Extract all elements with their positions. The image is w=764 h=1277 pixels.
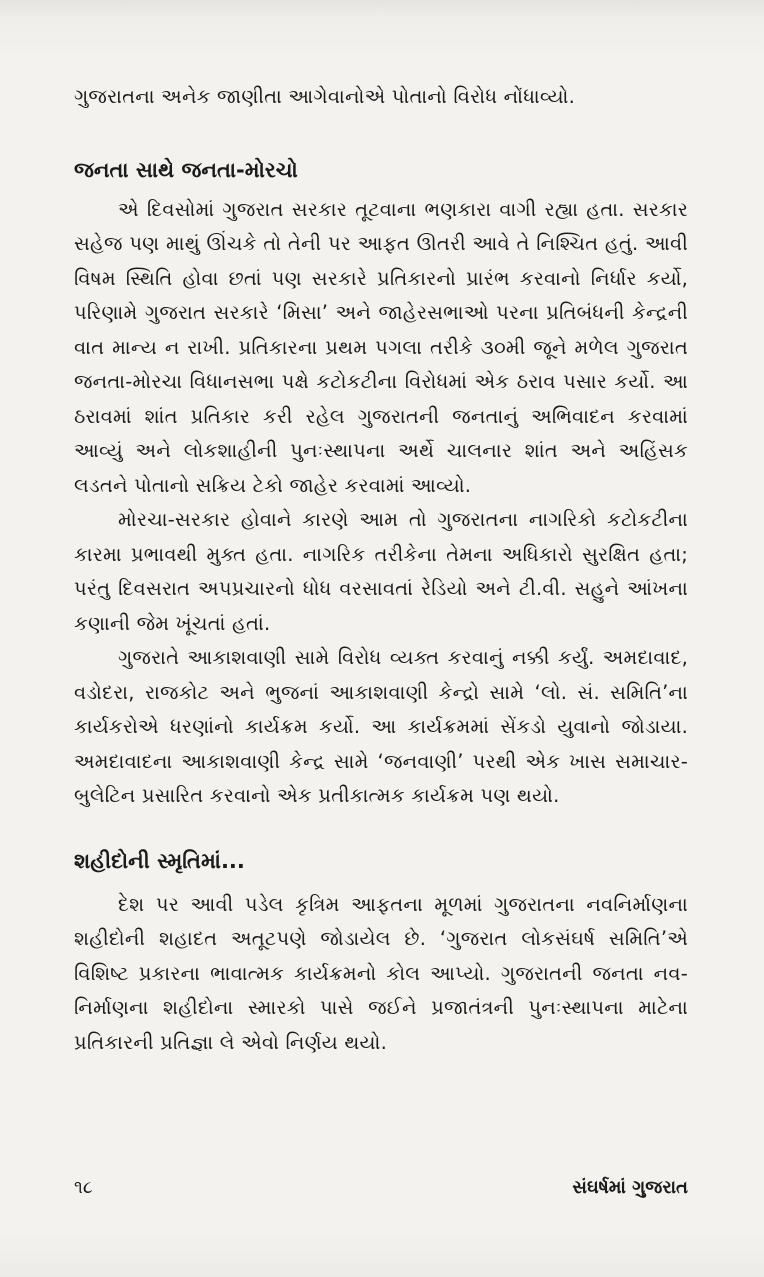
paragraph: એ દિવસોમાં ગુજરાત સરકાર તૂટવાના ભણકારા વાગી રહ્યા હતા. સરકાર સહેજ પણ માથું ઊંચકે તો તેની પર આફત ઊતરી આવે તે નિશ્ચિત હતું. આવી વિષમ સ્થિતિ હોવા છતાં પણ સરકારે પ્રતિકારનો પ્રારંભ કરવાનો નિર્ધાર કર્યો, પરિણામે ગુજરાત સરકારે ‘મિસા’ અને જાહેરસભાઓ પરના પ્રતિબંધની કેન્દ્રની વાત માન્ય ન રાખી. પ્રતિકારના પ્રથમ પગલા તરીકે ૩૦મી જૂને મળેલ ગુજરાત જનતા-મોરચા વિધાનસભા પક્ષે કટોકટીના વિરોધમાં એક ઠરાવ પસાર કર્યો. આ ઠરાવમાં શાંત પ્રતિકાર કરી રહેલ ગુજરાતની જનતાનું અભિવાદન કરવામાં આવ્યું અને લોકશાહીની પુનઃસ્થાપના અર્થે ચાલનાર શાંત અને અહિંસક લડતને પોતાનો સક્રિય ટેકો જાહેર કરવામાં આવ્યો. [74,197,688,497]
section-heading-shahido-ni-smruti: શહીદોની સ્મૃતિમાં... [74,848,245,873]
paragraph: મોરચા-સરકાર હોવાને કારણે આમ તો ગુજરાતના નાગરિકો કટોકટીના કારમા પ્રભાવથી મુક્ત હતા. નાગરિક તરીકેના તેમના અધિકારો સુરક્ષિત હતા; પરંતુ દિવસરાત અપપ્રચારનો ધોધ વરસાવતાં રેડિયો અને ટી.વી. સહુને આંખના કણાની જેમ ખૂંચતાં હતાં. [74,508,688,635]
page-footer [74,1173,688,1203]
running-title: સંઘર્ષમાં ગુજરાત [572,1177,688,1198]
page-number: ૧૮ [74,1177,93,1198]
opening-line: ગુજરાતના અનેક જાણીતા આગેવાનોએ પોતાનો વિરોધ નોંધાવ્યો. [74,85,576,108]
paragraph: ગુજરાતે આકાશવાણી સામે વિરોધ વ્યક્ત કરવાનું નક્કી કર્યું. અમદાવાદ, વડોદરા, રાજકોટ અને ભુજનાં આકાશવાણી કેન્દ્રો સામે ‘લો. સં. સમિતિ’ના કાર્યકરોએ ધરણાંનો કાર્યક્રમ કર્યો. આ કાર્યક્રમમાં સેંકડો યુવાનો જોડાયા. અમદાવાદના આકાશવાણી કેન્દ્ર સામે ‘જનવાણી’ પરથી એક ખાસ સમાચાર-બુલેટિન પ્રસારિત કરવાનો એક પ્રતીકાત્મક કાર્યક્રમ પણ થયો. [74,646,688,807]
section-heading-janta-morcho: જનતા સાથે જનતા-મોરચો [74,157,298,182]
paragraph: દેશ પર આવી પડેલ કૃત્રિમ આફતના મૂળમાં ગુજરાતના નવનિર્માણના શહીદોની શહાદત અતૂટપણે જોડાયેલ છે. ‘ગુજરાત લોકસંઘર્ષ સમિતિ’એ વિશિષ્ટ પ્રકારના ભાવાત્મક કાર્યક્રમનો કોલ આપ્યો. ગુજરાતની જનતા નવ-નિર્માણના શહીદોના સ્મારકો પાસે જઈને પ્રજાતંત્રની પુનઃસ્થાપના માટેના પ્રતિકારની પ્રતિજ્ઞા લે એવો નિર્ણય થયો. [74,892,688,1054]
page-body [74,80,688,1060]
